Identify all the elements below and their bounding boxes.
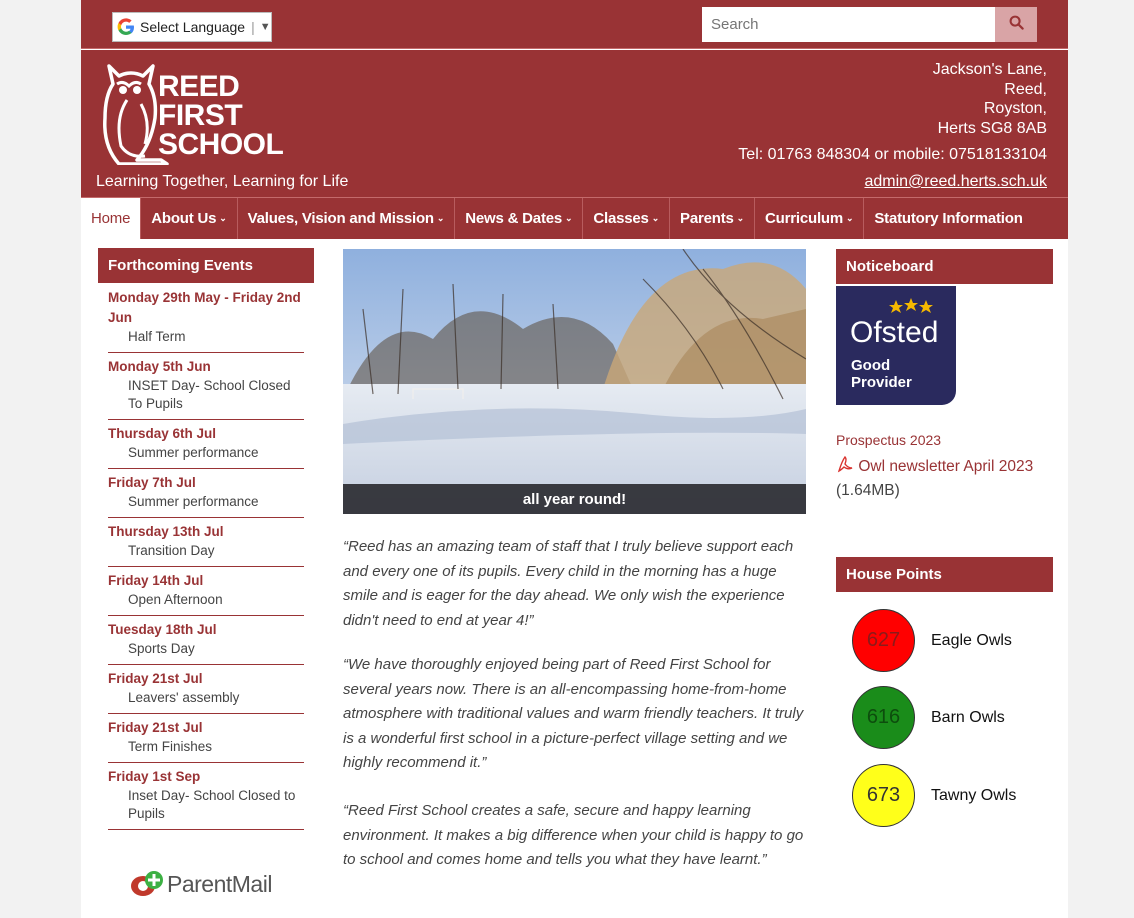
nav-news-dates[interactable]: News & Dates ⌄ bbox=[455, 198, 583, 239]
chevron-down-icon: ▼ bbox=[259, 21, 271, 33]
points-badge: 627 bbox=[852, 609, 915, 672]
svg-text:Provider: Provider bbox=[851, 374, 912, 391]
noticeboard-heading: Noticeboard bbox=[836, 249, 1053, 284]
slideshow-image[interactable] bbox=[343, 249, 806, 514]
house-name: Tawny Owls bbox=[931, 786, 1017, 804]
points-badge: 673 bbox=[852, 764, 915, 827]
main-nav bbox=[81, 197, 1068, 239]
list-item[interactable]: Thursday 13th Jul Transition Day bbox=[108, 518, 304, 567]
points-badge: 616 bbox=[852, 686, 915, 749]
ofsted-logo-icon bbox=[836, 286, 956, 405]
parentmail-icon bbox=[129, 869, 167, 899]
site-header bbox=[81, 50, 1068, 197]
search-icon bbox=[1009, 15, 1024, 35]
list-item[interactable]: Monday 5th Jun INSET Day- School Closed To Pupils bbox=[108, 353, 304, 420]
parentmail-logo[interactable]: ParentMail bbox=[129, 869, 272, 899]
house-name: Eagle Owls bbox=[931, 631, 1012, 649]
nav-about-us[interactable]: About Us ⌄ bbox=[141, 198, 237, 239]
page bbox=[81, 0, 1068, 918]
newsletter-size: (1.64MB) bbox=[836, 482, 900, 499]
nav-values-vision-mission[interactable]: Values, Vision and Mission ⌄ bbox=[238, 198, 456, 239]
nav-parents[interactable]: Parents ⌄ bbox=[670, 198, 755, 239]
events-list bbox=[108, 284, 304, 830]
slideshow-caption: all year round! bbox=[343, 484, 806, 514]
nav-classes[interactable]: Classes ⌄ bbox=[583, 198, 670, 239]
search-input[interactable] bbox=[702, 7, 995, 42]
prospectus-link[interactable]: Prospectus 2023 bbox=[836, 432, 942, 448]
ofsted-badge[interactable] bbox=[836, 286, 956, 405]
nav-statutory-information[interactable]: Statutory Information bbox=[874, 210, 1023, 227]
language-label: Select Language bbox=[140, 19, 246, 35]
snow-scene-image bbox=[343, 249, 806, 514]
house-name: Barn Owls bbox=[931, 708, 1005, 726]
search-button[interactable] bbox=[995, 7, 1037, 42]
email-link[interactable]: admin@reed.herts.sch.uk bbox=[864, 173, 1047, 190]
testimonial-quote: “We have thoroughly enjoyed being part of Reed First School for several years now. There is an all-encompassing home-from-home atmosphere with traditional values and warm friendly teachers. It truly is a wonderful first school in a picture-perfect village setting and we highly recommend it.” bbox=[343, 656, 804, 771]
house-barn-owls bbox=[852, 686, 1005, 749]
house-tawny-owls bbox=[852, 764, 1016, 827]
newsletter-link[interactable]: Owl newsletter April 2023 bbox=[858, 458, 1034, 475]
svg-text:Good: Good bbox=[851, 357, 891, 374]
language-selector[interactable] bbox=[112, 12, 272, 42]
events-heading: Forthcoming Events bbox=[98, 248, 314, 283]
language-separator: | bbox=[251, 19, 255, 35]
chevron-down-icon: ⌄ bbox=[565, 213, 573, 223]
chevron-down-icon: ⌄ bbox=[651, 213, 660, 223]
testimonial-quote: “Reed First School creates a safe, secure and happy learning environment. It makes a big difference when your child is happy to go to school and comes home and tells you what they have learnt.” bbox=[343, 802, 804, 868]
svg-text:Ofsted: Ofsted bbox=[850, 316, 939, 349]
chevron-down-icon: ⌄ bbox=[736, 213, 745, 223]
list-item[interactable]: Tuesday 18th Jul Sports Day bbox=[108, 616, 304, 665]
chevron-down-icon: ⌄ bbox=[219, 213, 227, 223]
school-name[interactable]: REED FIRST SCHOOL bbox=[158, 70, 284, 161]
google-icon bbox=[117, 18, 135, 36]
top-bar bbox=[81, 0, 1068, 49]
list-item[interactable]: Friday 21st Jul Leavers' assembly bbox=[108, 665, 304, 714]
list-item[interactable]: Friday 21st Jul Term Finishes bbox=[108, 714, 304, 763]
telephone: Tel: 01763 848304 or mobile: 07518133104 bbox=[738, 146, 1047, 163]
chevron-down-icon: ⌄ bbox=[436, 213, 445, 223]
list-item[interactable]: Thursday 6th Jul Summer performance bbox=[108, 420, 304, 469]
newsletter-item bbox=[836, 455, 1066, 503]
nav-home[interactable]: Home bbox=[81, 198, 141, 239]
nav-curriculum[interactable]: Curriculum ⌄ bbox=[755, 198, 864, 239]
list-item[interactable]: Friday 1st Sep Inset Day- School Closed to Pupils bbox=[108, 763, 304, 830]
house-eagle-owls bbox=[852, 609, 1012, 672]
chevron-down-icon: ⌄ bbox=[846, 213, 854, 223]
list-item[interactable]: Friday 14th Jul Open Afternoon bbox=[108, 567, 304, 616]
testimonial-quote: “Reed has an amazing team of staff that I truly believe support each and every one of its pupils. Every child in the morning has a huge smile and is eager for the day ahead. We only wish the experience didn't need to end at year 4!” bbox=[343, 538, 794, 629]
house-points-heading: House Points bbox=[836, 557, 1053, 592]
school-address: Jackson's Lane, Reed, Royston, Herts SG8 8AB bbox=[932, 61, 1047, 137]
list-item[interactable]: Monday 29th May - Friday 2nd Jun Half Term bbox=[108, 284, 304, 353]
pdf-icon bbox=[836, 458, 858, 475]
list-item[interactable]: Friday 7th Jul Summer performance bbox=[108, 469, 304, 518]
tagline: Learning Together, Learning for Life bbox=[96, 173, 349, 190]
